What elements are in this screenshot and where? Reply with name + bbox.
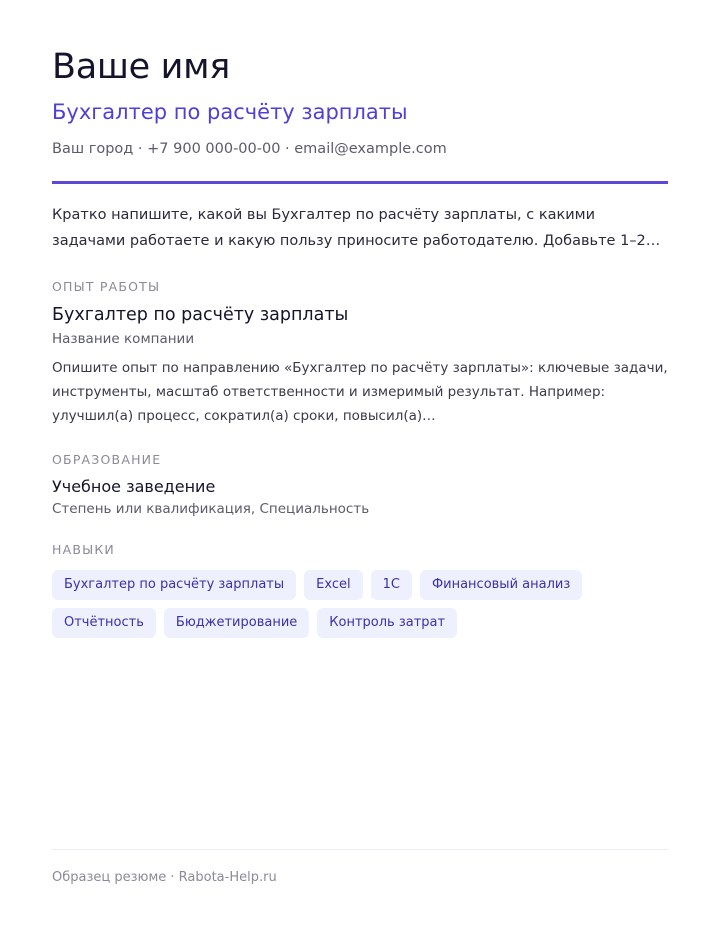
job-description: Опишите опыт по направлению «Бухгалтер по расчёту зарплаты»: ключевые задачи, инструменты, масштаб ответственности и измеримый результат. Например: улучшил(а) процесс, сократил(а) сроки, повысил(а)… <box>52 360 668 424</box>
footer-text: Образец резюме · Rabota-Help.ru <box>52 870 277 885</box>
education-section-title: ОБРАЗОВАНИЕ <box>52 452 162 467</box>
skill-chip: Финансовый анализ <box>420 570 582 600</box>
summary-text: Кратко напишите, какой вы Бухгалтер по расчёту зарплаты, с какими задачами работаете и какую пользу приносите работодателю. Добавьте 1–2… <box>52 207 661 249</box>
degree-text: Степень или квалификация, Специальность <box>52 501 370 517</box>
skill-chip: Бухгалтер по расчёту зарплаты <box>52 570 296 600</box>
header-divider <box>52 181 668 184</box>
company-name: Название компании <box>52 331 195 347</box>
candidate-name: Ваше имя <box>52 47 230 87</box>
school-name: Учебное заведение <box>52 477 216 496</box>
job-title: Бухгалтер по расчёту зарплаты <box>52 305 349 325</box>
skill-chip: 1С <box>371 570 412 600</box>
target-role: Бухгалтер по расчёту зарплаты <box>52 100 408 124</box>
skill-chip: Excel <box>304 570 362 600</box>
footer-divider <box>52 849 668 850</box>
skill-chip: Контроль затрат <box>317 608 457 638</box>
experience-section-title: ОПЫТ РАБОТЫ <box>52 279 161 294</box>
skills-list <box>52 570 668 638</box>
skills-section-title: НАВЫКИ <box>52 542 115 557</box>
skill-chip: Бюджетирование <box>164 608 309 638</box>
skill-chip: Отчётность <box>52 608 156 638</box>
contact-line: Ваш город · +7 900 000-00-00 · email@example.com <box>52 141 447 157</box>
